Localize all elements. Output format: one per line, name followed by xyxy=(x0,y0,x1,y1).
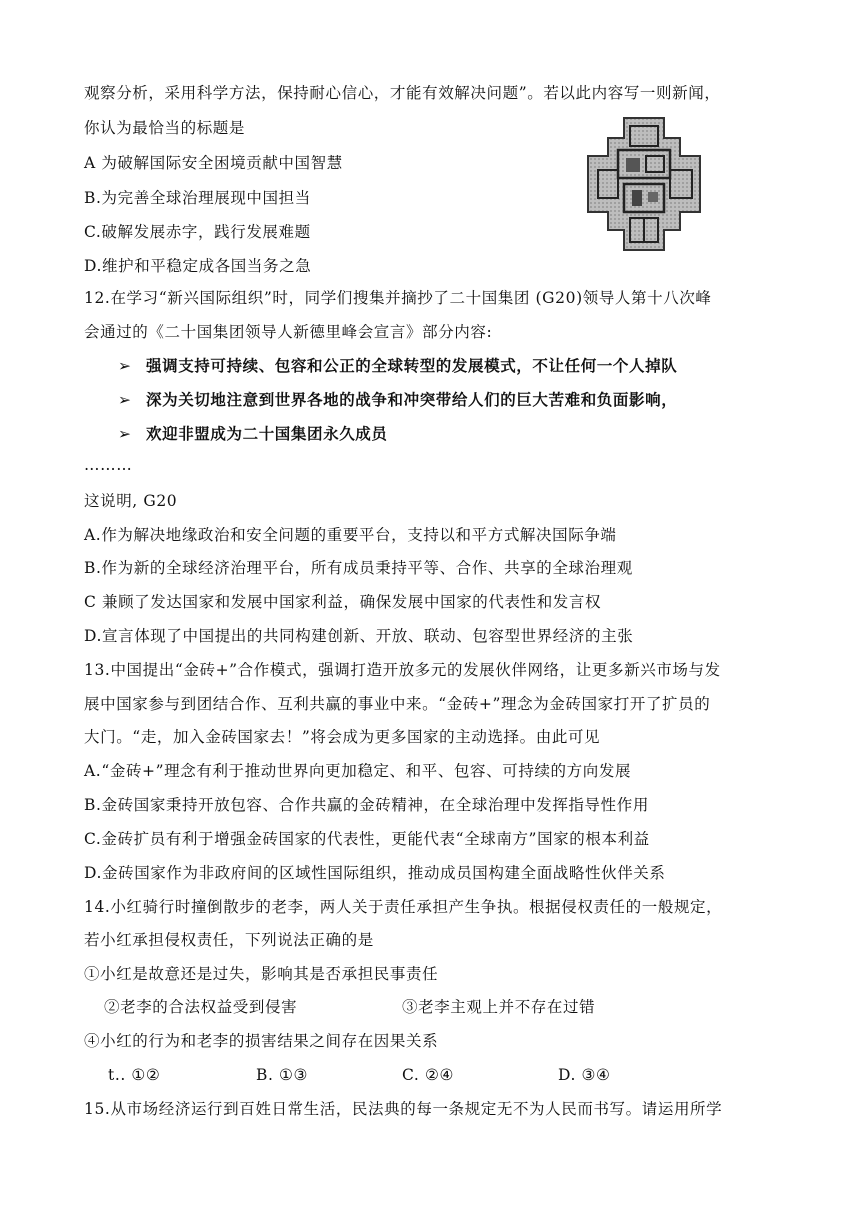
text-line: 你认为最恰当的标题是 xyxy=(84,119,246,137)
choice-d: D. ③④ xyxy=(558,1066,611,1084)
option-a: A.“金砖+”理念有利于推动世界向更加稳定、和平、包容、可持续的方向发展 xyxy=(84,762,632,780)
statement-2: ②老李的合法权益受到侵害 xyxy=(104,998,298,1016)
seal-figure xyxy=(574,114,714,254)
question-stem: 这说明, G20 xyxy=(84,492,178,510)
arrow-bullet-icon: ➢ xyxy=(118,357,132,375)
choice-a: t.. ①② xyxy=(108,1066,161,1084)
choice-c: C. ②④ xyxy=(402,1066,454,1084)
arrow-bullet-icon: ➢ xyxy=(118,425,132,443)
question-14: 14.小红骑行时撞倒散步的老李，两人关于责任承担产生争执。根据侵权责任的一般规定， xyxy=(84,898,723,916)
text-line: 观察分析，采用科学方法，保持耐心信心，才能有效解决问题”。若以此内容写一则新闻， xyxy=(84,84,721,102)
arrow-bullet-icon: ➢ xyxy=(118,391,132,409)
option-a: A 为破解国际安全困境贡献中国智慧 xyxy=(84,154,343,172)
option-d: D.金砖国家作为非政府间的区域性国际组织，推动成员国构建全面战略性伙伴关系 xyxy=(84,864,666,882)
bullet-text: 深为关切地注意到世界各地的战争和冲突带给人们的巨大苦难和负面影响， xyxy=(146,390,678,409)
question-12: 12.在学习“新兴国际组织”时，同学们搜集并摘抄了二十国集团 (G20)领导人第十八次峰 xyxy=(84,289,712,307)
statement-4: ④小红的行为和老李的损害结果之间存在因果关系 xyxy=(84,1032,439,1050)
text-line: 若小红承担侵权责任，下列说法正确的是 xyxy=(84,931,374,949)
statement-3: ③老李主观上并不存在过错 xyxy=(402,998,596,1016)
text-line: 展中国家参与到团结合作、互利共赢的事业中来。“金砖+”理念为金砖国家打开了扩员的 xyxy=(84,695,711,713)
option-b: B.作为新的全球经济治理平台，所有成员秉持平等、合作、共享的全球治理观 xyxy=(84,559,633,577)
choice-b: B. ①③ xyxy=(256,1066,309,1084)
option-c: C 兼顾了发达国家和发展中国家利益，确保发展中国家的代表性和发言权 xyxy=(84,593,602,611)
text-line: 会通过的《二十国集团领导人新德里峰会宣言》部分内容: xyxy=(84,323,493,341)
question-13: 13.中国提出“金砖+”合作模式，强调打造开放多元的发展伙伴网络，让更多新兴市场与发 xyxy=(84,661,721,679)
question-15: 15.从市场经济运行到百姓日常生活，民法典的每一条规定无不为人民而书写。请运用所学 xyxy=(84,1100,723,1118)
option-c: C.金砖扩员有利于增强金砖国家的代表性，更能代表“全球南方”国家的根本利益 xyxy=(84,830,650,848)
option-d: D.宣言体现了中国提出的共同构建创新、开放、联动、包容型世界经济的主张 xyxy=(84,627,634,645)
quote-bullet xyxy=(118,423,388,445)
bullet-text: 强调支持可持续、包容和公正的全球转型的发展模式，不让任何一个人掉队 xyxy=(146,356,678,375)
option-b: B.为完善全球治理展现中国担当 xyxy=(84,189,311,207)
quote-bullet xyxy=(118,389,677,411)
text-line: 大门。“走，加入金砖国家去！”将会成为更多国家的主动选择。由此可见 xyxy=(84,728,601,746)
quote-bullet xyxy=(118,355,677,377)
ellipsis: ……… xyxy=(84,456,133,474)
option-c: C.破解发展赤字，践行发展难题 xyxy=(84,223,311,241)
option-a: A.作为解决地缘政治和安全问题的重要平台，支持以和平方式解决国际争端 xyxy=(84,526,617,544)
option-d: D.维护和平稳定成各国当务之急 xyxy=(84,257,312,275)
bullet-text: 欢迎非盟成为二十国集团永久成员 xyxy=(146,424,388,443)
statement-1: ①小红是故意还是过失，影响其是否承担民事责任 xyxy=(84,965,439,983)
option-b: B.金砖国家秉持开放包容、合作共赢的金砖精神，在全球治理中发挥指导性作用 xyxy=(84,796,649,814)
